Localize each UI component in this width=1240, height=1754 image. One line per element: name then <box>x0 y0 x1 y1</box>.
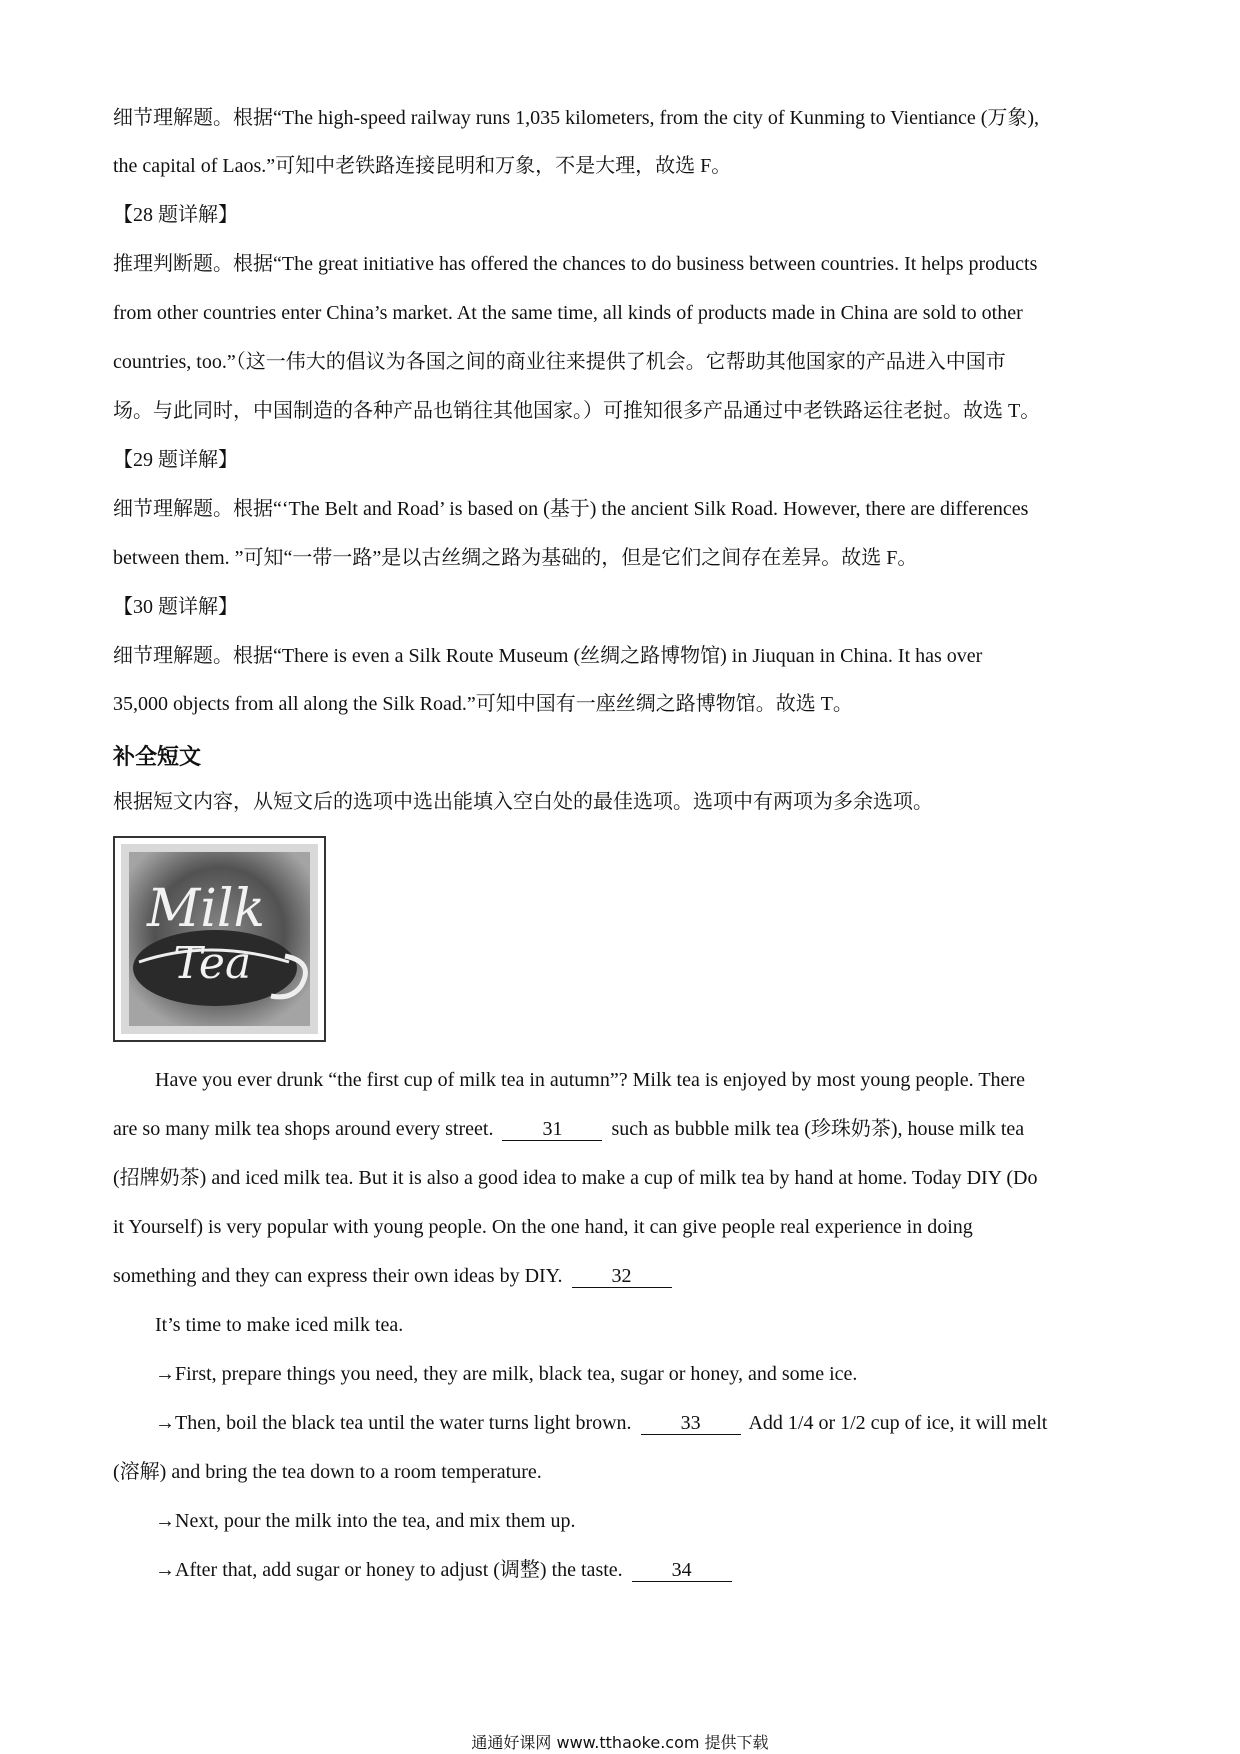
answer-blank-32[interactable]: 32 <box>572 1265 672 1288</box>
answer-blank-33[interactable]: 33 <box>641 1412 741 1435</box>
text-line: 35,000 objects from all along the Silk Road.”可知中国有一座丝绸之路博物馆。故选 T。 <box>113 693 853 715</box>
svg-text:Milk: Milk <box>147 879 266 939</box>
question-heading: 【29 题详解】 <box>113 449 238 471</box>
milk-tea-cup-icon <box>115 838 324 1040</box>
milk-tea-logo-image <box>113 836 326 1042</box>
passage-line: Have you ever drunk “the first cup of milk tea in autumn”? Milk tea is enjoyed by most young people. There <box>155 1069 1025 1091</box>
passage-line <box>113 1115 1024 1143</box>
passage-line <box>113 1262 676 1290</box>
section-title: 补全短文 <box>113 745 202 770</box>
question-heading: 【30 题详解】 <box>113 596 238 618</box>
text-line: the capital of Laos.”可知中老铁路连接昆明和万象，不是大理，故选 F。 <box>113 155 732 177</box>
step-line <box>155 1556 736 1584</box>
passage-line: (溶解) and bring the tea down to a room temperature. <box>113 1461 542 1483</box>
step-line: →Next, pour the milk into the tea, and mix them up. <box>155 1510 576 1532</box>
step-line: →First, prepare things you need, they are milk, black tea, sugar or honey, and some ice. <box>155 1363 858 1385</box>
passage-text: something and they can express their own ideas by DIY. <box>113 1265 563 1287</box>
passage-text: are so many milk tea shops around every street. <box>113 1118 494 1140</box>
passage-text: Add 1/4 or 1/2 cup of ice, it will melt <box>748 1412 1048 1434</box>
text-line: 细节理解题。根据“‘The Belt and Road’ is based on (基于) the ancient Silk Road. However, there are differences <box>113 498 1029 520</box>
text-line: 推理判断题。根据“The great initiative has offered the chances to do business between countries. It helps products <box>113 253 1038 275</box>
text-line: from other countries enter China’s market. At the same time, all kinds of products made in China are sold to other <box>113 302 1023 324</box>
answer-blank-34[interactable]: 34 <box>632 1559 732 1582</box>
passage-line: it Yourself) is very popular with young people. On the one hand, it can give people real experience in doing <box>113 1216 973 1238</box>
answer-blank-31[interactable]: 31 <box>502 1118 602 1141</box>
passage-text: →After that, add sugar or honey to adjust (调整) the taste. <box>155 1559 623 1581</box>
instruction-text: 根据短文内容，从短文后的选项中选出能填入空白处的最佳选项。选项中有两项为多余选项。 <box>113 791 933 813</box>
text-line: between them. ”可知“一带一路”是以古丝绸之路为基础的，但是它们之间存在差异。故选 F。 <box>113 547 918 569</box>
passage-line: (招牌奶茶) and iced milk tea. But it is also a good idea to make a cup of milk tea by hand at home. Today DIY (Do <box>113 1167 1038 1189</box>
question-heading: 【28 题详解】 <box>113 204 238 226</box>
svg-text:Tea: Tea <box>173 938 252 989</box>
step-line <box>155 1409 1047 1437</box>
passage-text: such as bubble milk tea (珍珠奶茶), house milk tea <box>611 1118 1025 1140</box>
text-line: 细节理解题。根据“There is even a Silk Route Museum (丝绸之路博物馆) in Jiuquan in China. It has over <box>113 645 983 667</box>
text-line: 细节理解题。根据“The high-speed railway runs 1,035 kilometers, from the city of Kunming to Vientiance (万象), <box>113 107 1040 129</box>
footer-source: 通通好课网 www.tthaoke.com 提供下载 <box>471 1733 769 1752</box>
text-line: 场。与此同时，中国制造的各种产品也销往其他国家。）可推知很多产品通过中老铁路运往老挝。故选 T。 <box>113 400 1041 422</box>
passage-text: →Then, boil the black tea until the water turns light brown. <box>155 1412 632 1434</box>
passage-line: It’s time to make iced milk tea. <box>155 1314 404 1336</box>
text-line: countries, too.”（这一伟大的倡议为各国之间的商业往来提供了机会。它帮助其他国家的产品进入中国市 <box>113 351 1006 373</box>
